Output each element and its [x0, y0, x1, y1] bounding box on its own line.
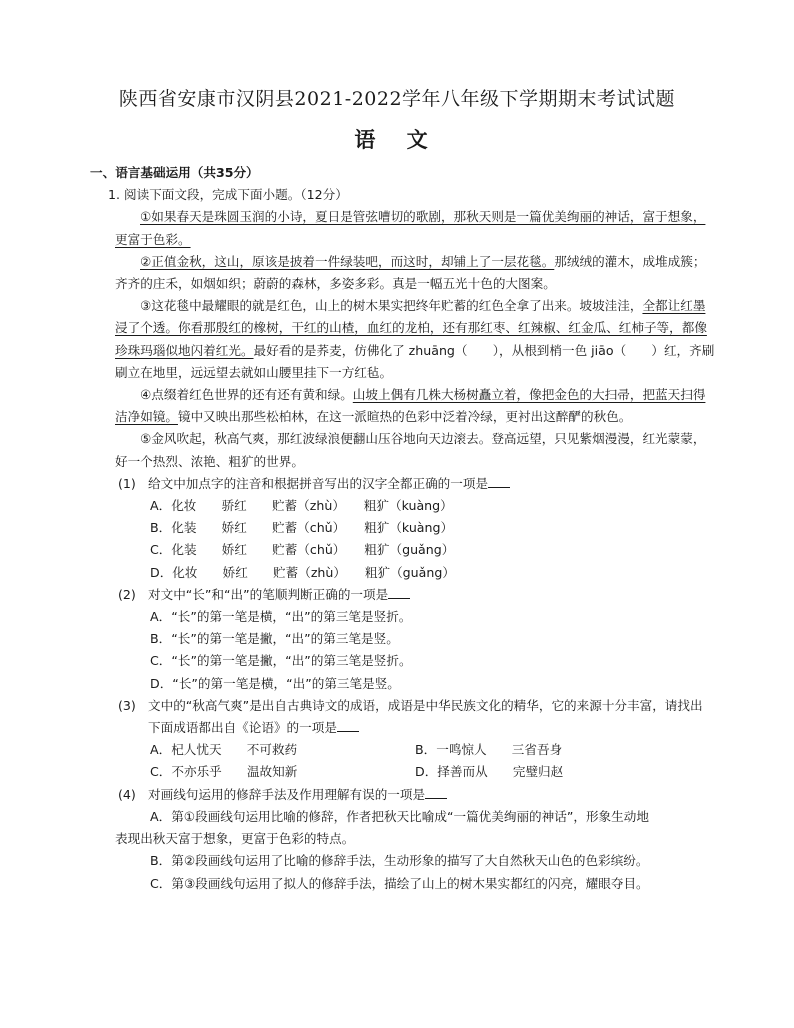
passage-paragraph-5: ⑤金风吹起，秋高气爽，那红波绿浪便翻山压谷地向天边滚去。登高远望，只见紫烟漫漫，红光蒙蒙，好一个热烈、浓艳、粗犷的世界。	[115, 431, 706, 469]
underlined-sentence: ②正值金秋，这山，原该是披着一件绿装吧，而这时，却铺上了一层花毯。	[140, 253, 555, 269]
paragraph-text: ④点缀着红色世界的还有还有黄和绿。	[140, 387, 353, 403]
paragraph-text: 那绒绒的灌木，成堆成簇；齐齐的庄禾，如烟如织；蔚蔚的森林，多姿多彩。真是一幅五光十色的大图案。	[115, 253, 706, 292]
question-prompt: 1. 阅读下面文段，完成下面小题。（12分）	[108, 187, 348, 203]
underlined-sentence: 全都让红墨浸了个透。你看那殷红的橡树，干红的山楂，血红的龙柏，还有那红枣、红辣椒、红金瓜、红柿子等，都像珍珠玛瑙似地闪着红光。	[115, 298, 707, 358]
paragraph-text: 最好看的是荞麦，仿佛化了 zhuāng（ ），从根到梢一色 jiāo（ ）红，齐刷刷立在地里，远远望去就如山腰里挂下一方红毡。	[115, 342, 715, 380]
option-b: B．“长”的第一笔是撇，“出”的第三笔是竖。	[150, 631, 399, 647]
sub-question-number: (4)	[118, 786, 136, 802]
sub-question-text: 对文中“长”和“出”的笔顺判断正确的一项是	[148, 586, 389, 602]
option-grid	[150, 739, 715, 783]
answer-blank[interactable]	[488, 473, 510, 488]
option-b: B．化装 娇红 贮蓄（chǔ） 粗犷（kuàng）	[150, 520, 454, 536]
option-a: A．化妆 骄红 贮蓄（zhù） 粗犷（kuàng）	[150, 498, 453, 514]
passage-paragraph-2	[115, 251, 715, 295]
option-a-continued: 表现出秋天富于想象，更富于色彩的特点。	[115, 831, 355, 847]
option-c: C．“长”的第一笔是撇，“出”的第三笔是竖折。	[150, 653, 412, 669]
answer-blank[interactable]	[425, 784, 447, 799]
option-a: A．“长”的第一笔是横，“出”的第三笔是竖折。	[150, 609, 412, 625]
section-heading: 一、语言基础运用（共35分）	[90, 165, 259, 180]
sub-question-text: 文中的“秋高气爽”是出自古典诗文的成语，成语是中华民族文化的精华，它的来源十分丰富，请找出下面成语都出自《论语》的一项是	[148, 697, 703, 736]
passage-paragraph-3	[115, 295, 715, 384]
option-c: C．第③段画线句运用了拟人的修辞手法，描绘了山上的树木果实都红的闪亮，耀眼夺目。	[150, 875, 649, 891]
sub-question-1	[118, 473, 715, 495]
option-d: D．化妆 娇红 贮蓄（zhù） 粗犷（guǎng）	[150, 564, 455, 580]
exam-content	[90, 162, 715, 895]
option-a: A．杞人忧天 不可救药	[150, 742, 298, 758]
exam-title: 陕西省安康市汉阴县2021-2022学年八年级下学期期末考试试题	[118, 88, 676, 110]
paragraph-text: ③这花毯中最耀眼的就是红色，山上的树木果实把终年贮蓄的红色全拿了出来。坡坡洼洼，	[140, 298, 643, 314]
paragraph-text: 镜中又映出那些松柏林，在这一派暄热的色彩中泛着冷绿，更衬出这醉酽的秋色。	[177, 409, 632, 425]
passage-paragraph-4	[115, 384, 715, 428]
sub-question-2	[118, 584, 715, 606]
option-c: C．化装 娇红 贮蓄（chǔ） 粗犷（guǎng）	[150, 542, 455, 558]
sub-question-4	[118, 784, 715, 806]
subject-title: 语 文	[354, 127, 440, 152]
sub-question-text: 对画线句运用的修辞手法及作用理解有误的一项是	[148, 786, 426, 802]
option-c: C．不亦乐乎 温故知新	[150, 764, 298, 780]
answer-blank[interactable]	[388, 584, 410, 599]
sub-question-text: 给文中加点字的注音和根据拼音写出的汉字全都正确的一项是	[148, 475, 489, 491]
underlined-sentence: ①如果春天是珠圆玉润的小诗，夏日是管弦嘈切的歌剧，那秋天则是一篇优美绚丽的神话，富于想象，更富于色彩。	[115, 209, 706, 247]
sub-question-number: (2)	[118, 586, 136, 602]
passage-paragraph-1	[115, 206, 715, 250]
option-b: B．第②段画线句运用了比喻的修辞手法，生动形象的描写了大自然秋天山色的色彩缤纷。	[150, 853, 649, 869]
sub-question-number: (1)	[118, 475, 136, 491]
answer-blank[interactable]	[337, 717, 359, 732]
option-a: A．第①段画线句运用比喻的修辞，作者把秋天比喻成“一篇优美绚丽的神话”，形象生动地	[150, 808, 649, 824]
option-d: D．择善而从 完璧归赵	[415, 764, 564, 780]
option-b: B．一鸣惊人 三省吾身	[415, 742, 563, 758]
sub-question-3	[118, 695, 715, 739]
underlined-sentence: 山坡上偶有几株大杨树矗立着，像把金色的大扫帚，把蓝天扫得洁净如镜。	[115, 387, 706, 425]
option-d: D．“长”的第一笔是横，“出”的第三笔是竖。	[150, 675, 400, 691]
sub-question-number: (3)	[118, 697, 136, 713]
